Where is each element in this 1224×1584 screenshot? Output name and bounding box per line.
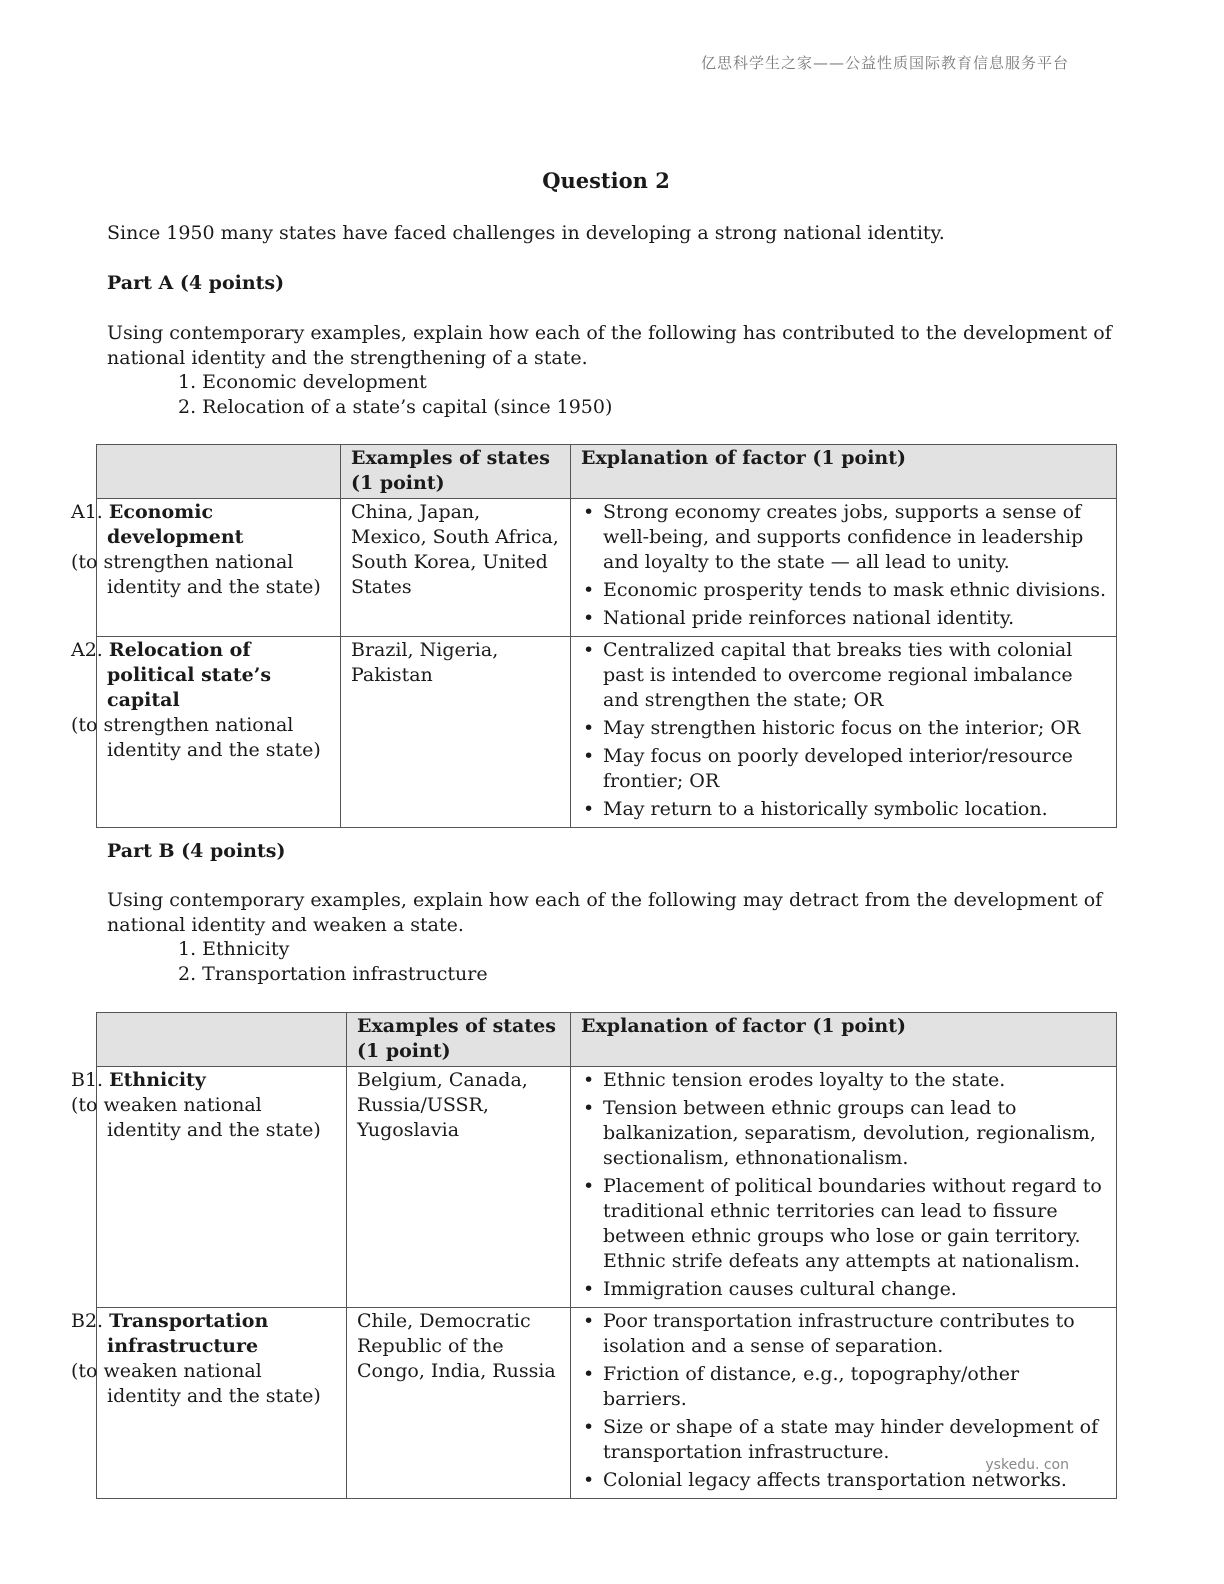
part-b-prompt: Using contemporary examples, explain how each of the following may detract from the development of national identity and weaken a state.	[107, 889, 1103, 936]
explanation-cell	[571, 499, 1117, 637]
examples-cell: China, Japan, Mexico, South Africa, South Korea, United States	[341, 499, 571, 637]
factor-title: Relocation of political state’s capital	[107, 639, 272, 711]
factor-title: Economic development	[107, 501, 244, 548]
header-watermark: 亿思科学生之家——公益性质国际教育信息服务平台	[700, 54, 1069, 72]
column-header	[97, 445, 341, 499]
intro-text: Since 1950 many states have faced challenges in developing a strong national identity.	[107, 222, 945, 244]
part-a-table	[71, 444, 1117, 828]
factor-code: A2.	[71, 639, 103, 661]
factor-code: A1.	[71, 501, 103, 523]
bullet-item: • Ethnic tension erodes loyalty to the state.	[603, 1068, 1107, 1093]
examples-cell: Brazil, Nigeria, Pakistan	[341, 637, 571, 828]
factor-cell	[71, 1308, 347, 1499]
list-item: 1. Economic development	[178, 371, 427, 393]
bullet-item: • Strong economy creates jobs, supports a sense of well-being, and supports confidence in leadership and loyalty to the state — all lead to unity.	[603, 500, 1107, 575]
bullet-item: • Placement of political boundaries without regard to traditional ethnic territories can lead to fissure between ethnic groups who lose or gain territory. Ethnic strife defeats any attempts at nationalism.	[603, 1174, 1107, 1274]
column-header: Explanation of factor (1 point)	[571, 445, 1117, 499]
bullet-item: • Tension between ethnic groups can lead to balkanization, separatism, devolution, regionalism, sectionalism, ethnonationalism.	[603, 1096, 1107, 1171]
bullet-item: • Poor transportation infrastructure contributes to isolation and a sense of separation.	[603, 1309, 1107, 1359]
table-row	[97, 637, 1117, 828]
part-a-prompt: Using contemporary examples, explain how each of the following has contributed to the development of national identity and the strengthening of a state.	[107, 322, 1112, 369]
bullet-item: • May return to a historically symbolic location.	[603, 797, 1107, 822]
table-header-row	[97, 1013, 1117, 1067]
factor-note: (to weaken national identity and the state)	[71, 1094, 321, 1141]
page-title: Question 2	[542, 168, 670, 193]
footer-watermark: yskedu. con	[985, 1457, 1069, 1473]
list-item: 2. Relocation of a state’s capital (since 1950)	[178, 396, 613, 418]
examples-cell: Chile, Democratic Republic of the Congo, India, Russia	[347, 1308, 571, 1499]
list-item: 2. Transportation infrastructure	[178, 963, 488, 985]
column-header	[97, 1013, 347, 1067]
explanation-cell	[571, 637, 1117, 828]
table-header-row	[97, 445, 1117, 499]
bullet-item: • May strengthen historic focus on the interior; OR	[603, 716, 1107, 741]
explanation-cell	[571, 1067, 1117, 1308]
factor-note: (to strengthen national identity and the state)	[71, 714, 321, 761]
factor-title: Ethnicity	[109, 1069, 206, 1091]
factor-cell	[71, 637, 341, 828]
bullet-item: • Friction of distance, e.g., topography/other barriers.	[603, 1362, 1107, 1412]
part-a-items	[178, 370, 612, 420]
part-a-heading: Part A (4 points)	[107, 272, 285, 294]
table-row	[97, 499, 1117, 637]
bullet-item: • May focus on poorly developed interior/resource frontier; OR	[603, 744, 1107, 794]
factor-title: Transportation infrastructure	[107, 1310, 269, 1357]
factor-cell	[71, 1067, 347, 1308]
factor-code: B1.	[71, 1069, 104, 1091]
factor-note: (to weaken national identity and the state)	[71, 1360, 321, 1407]
table-row	[97, 1067, 1117, 1308]
bullet-item: • Centralized capital that breaks ties with colonial past is intended to overcome regional imbalance and strengthen the state; OR	[603, 638, 1107, 713]
column-header: Explanation of factor (1 point)	[571, 1013, 1117, 1067]
bullet-item: • National pride reinforces national identity.	[603, 606, 1107, 631]
bullet-item: • Economic prosperity tends to mask ethnic divisions.	[603, 578, 1107, 603]
part-b-items	[178, 937, 488, 987]
table-row	[97, 1308, 1117, 1499]
factor-cell	[71, 499, 341, 637]
examples-cell: Belgium, Canada, Russia/USSR, Yugoslavia	[347, 1067, 571, 1308]
bullet-item: • Colonial legacy affects transportation networks.	[603, 1468, 1107, 1493]
factor-note: (to strengthen national identity and the state)	[71, 551, 321, 598]
part-b-heading: Part B (4 points)	[107, 840, 286, 862]
part-b-table	[71, 1012, 1117, 1499]
bullet-item: • Immigration causes cultural change.	[603, 1277, 1107, 1302]
bullet-item: • Size or shape of a state may hinder development of transportation infrastructure.	[603, 1415, 1107, 1465]
factor-code: B2.	[71, 1310, 104, 1332]
column-header: Examples of states (1 point)	[341, 445, 571, 499]
column-header: Examples of states (1 point)	[347, 1013, 571, 1067]
list-item: 1. Ethnicity	[178, 938, 290, 960]
